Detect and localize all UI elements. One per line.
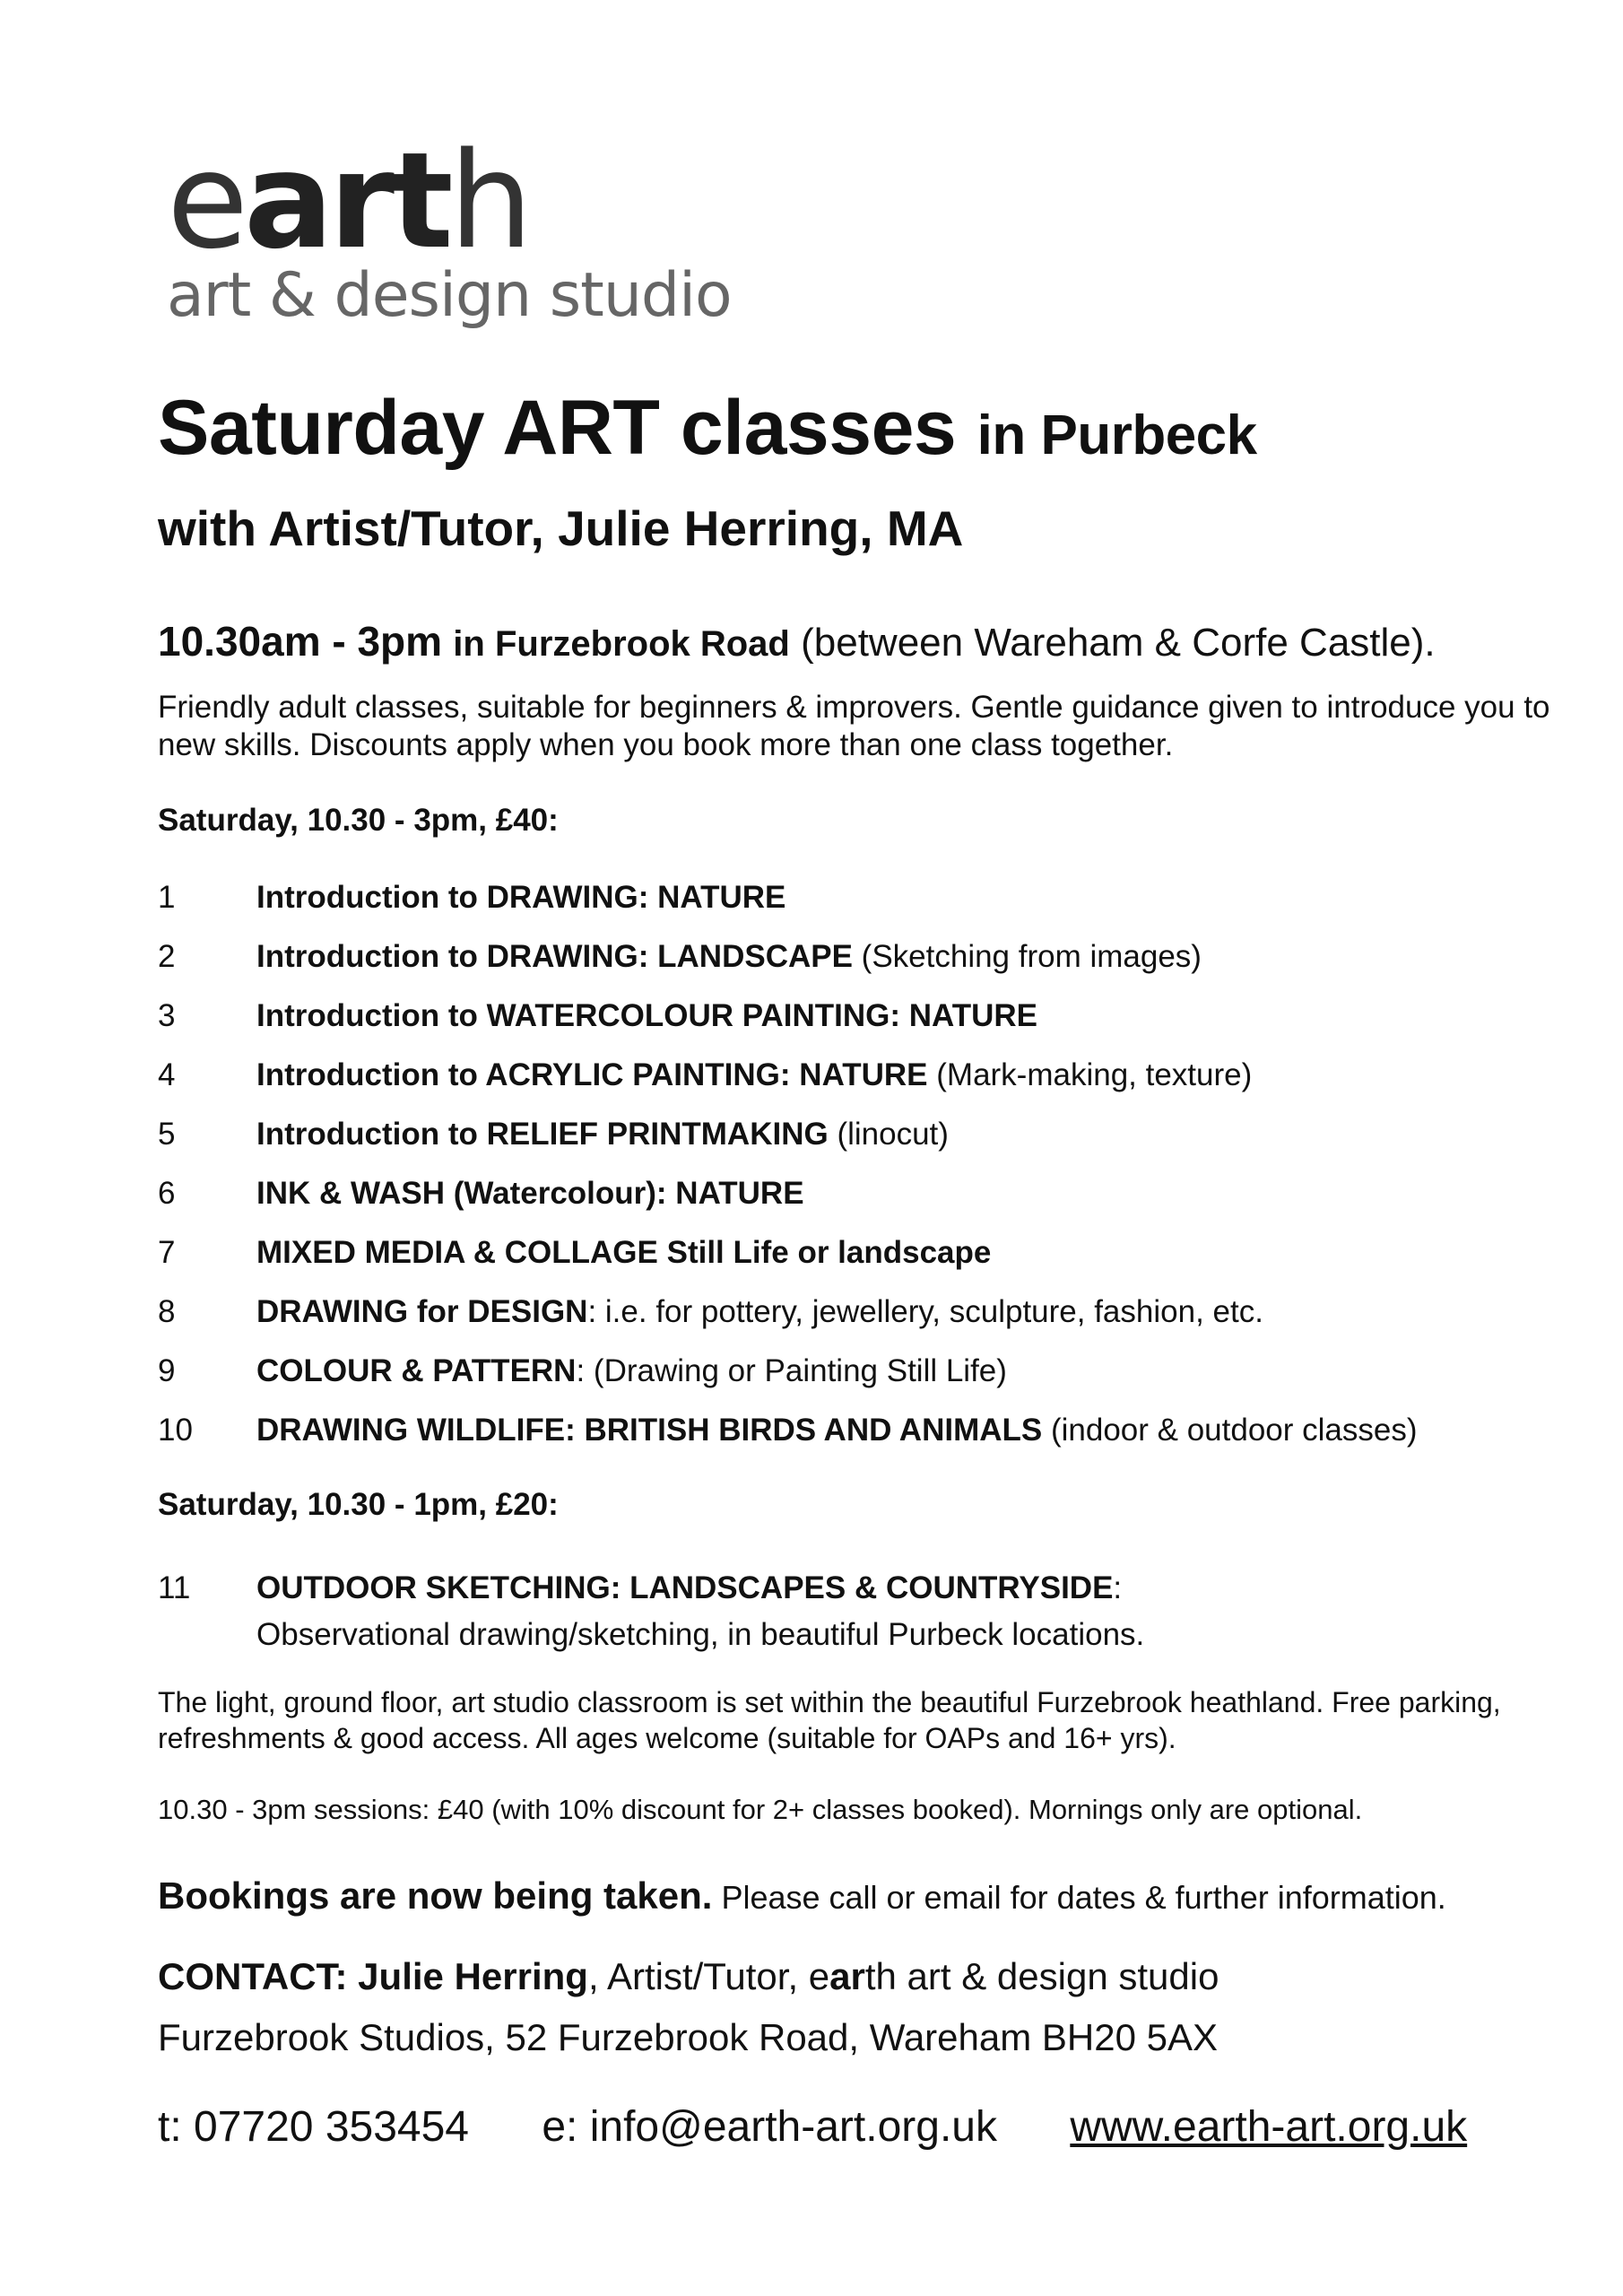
pricing-note: 10.30 - 3pm sessions: £40 (with 10% discount for 2+ classes booked). Mornings only are optional. [158, 1794, 1363, 1825]
list-item: 1 Introduction to DRAWING: NATURE [158, 880, 786, 915]
phone-number[interactable]: t: 07720 353454 [158, 2103, 469, 2151]
class-list-full-day [158, 879, 1557, 1471]
website-link[interactable]: www.earth-art.org.uk [1070, 2103, 1468, 2151]
class-list-half-day [158, 1570, 1557, 1654]
earth-logo [167, 124, 732, 331]
list-item: 9 COLOUR & PATTERN: (Drawing or Painting Still Life) [158, 1353, 1007, 1388]
studio-info: The light, ground floor, art studio classroom is set within the beautiful Furzebrook heathland. Free parking, refreshments & good access. All ages welcome (suitable for OAPs and 16+ yrs). [158, 1686, 1501, 1754]
list-item: 7 MIXED MEDIA & COLLAGE Still Life or landscape [158, 1235, 992, 1270]
logo-wordmark: earth [167, 124, 529, 278]
logo-subtitle: art & design studio [167, 260, 732, 331]
list-item: 5 Introduction to RELIEF PRINTMAKING (linocut) [158, 1117, 949, 1152]
list-item: 8 DRAWING for DESIGN: i.e. for pottery, jewellery, sculpture, fashion, etc. [158, 1294, 1263, 1329]
list-item: 11 OUTDOOR SKETCHING: LANDSCAPES & COUNTRYSIDE: [158, 1570, 1123, 1605]
list-item: 10 DRAWING WILDLIFE: BRITISH BIRDS AND ANIMALS (indoor & outdoor classes) [158, 1413, 1418, 1448]
contact-details [158, 2102, 1467, 2152]
intro-paragraph: Friendly adult classes, suitable for beginners & improvers. Gentle guidance given to introduce you to new skills. Discounts apply when you book more than one class together. [158, 690, 1550, 762]
page-title: Saturday ART classes in Purbeck [158, 385, 1257, 471]
contact-line: CONTACT: Julie Herring, Artist/Tutor, earth art & design studio [158, 1955, 1219, 1997]
page-subtitle: with Artist/Tutor, Julie Herring, MA [158, 500, 964, 556]
section-heading-full-day: Saturday, 10.30 - 3pm, £40: [158, 803, 559, 838]
list-item: 4 Introduction to ACRYLIC PAINTING: NATURE (Mark-making, texture) [158, 1057, 1253, 1092]
bookings-line: Bookings are now being taken. Please call or email for dates & further information. [158, 1874, 1446, 1917]
list-item-detail: Observational drawing/sketching, in beautiful Purbeck locations. [256, 1617, 1145, 1652]
list-item: 3 Introduction to WATERCOLOUR PAINTING: NATURE [158, 998, 1038, 1033]
section-heading-half-day: Saturday, 10.30 - 1pm, £20: [158, 1487, 559, 1522]
address-line: Furzebrook Studios, 52 Furzebrook Road, Wareham BH20 5AX [158, 2016, 1219, 2058]
list-item: 2 Introduction to DRAWING: LANDSCAPE (Sketching from images) [158, 939, 1202, 974]
time-location-line: 10.30am - 3pm in Furzebrook Road (between Wareham & Corfe Castle). [158, 618, 1436, 665]
list-item: 6 INK & WASH (Watercolour): NATURE [158, 1176, 804, 1211]
email-address[interactable]: e: info@earth-art.org.uk [542, 2103, 997, 2151]
